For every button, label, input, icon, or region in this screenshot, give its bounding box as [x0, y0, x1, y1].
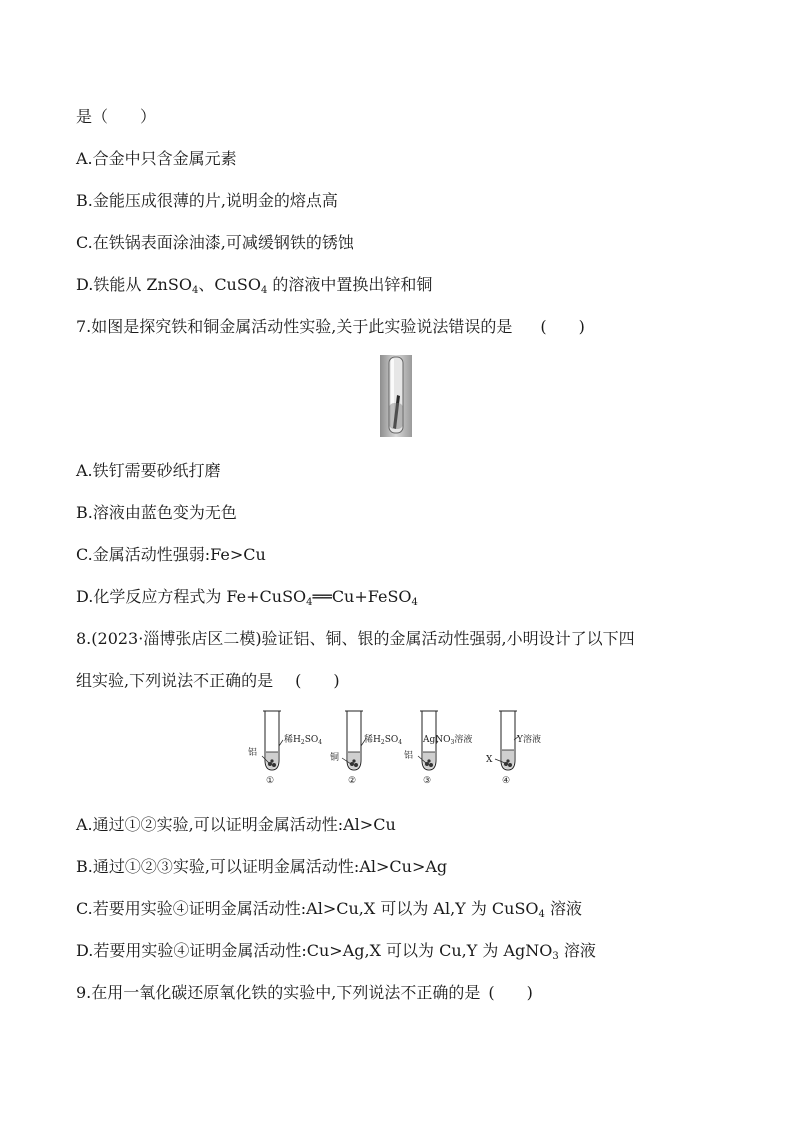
tube-1-metal: 铝: [248, 748, 258, 758]
tube-1-reagent: 稀$H_2SO_4$: [284, 735, 323, 746]
tube-2-number: ②: [348, 776, 357, 786]
q8-option-d: D.若要用实验④证明金属活动性:Cu>Ag,X 可以为 Cu,Y 为 AgNO$_3$ 溶液: [76, 941, 596, 962]
q7-stem: 7.如图是探究铁和铜金属活动性实验,关于此实验说法错误的是 ( ): [76, 317, 585, 336]
q8-stem-line1: 8.(2023·淄博张店区二模)验证铝、铜、银的金属活动性强弱,小明设计了以下四: [76, 629, 635, 648]
q8-option-b: B.通过①②③实验,可以证明金属活动性:Al>Cu>Ag: [76, 857, 448, 876]
test-tube-photo: [380, 355, 412, 437]
q9-answer-paren: ( ): [488, 983, 533, 1002]
tube-4: [486, 711, 541, 786]
tube-2: [330, 711, 402, 786]
tube-1-number: ①: [266, 776, 275, 786]
q8-answer-paren: ( ): [295, 671, 340, 690]
q6-option-b: B.金能压成很薄的片,说明金的熔点高: [76, 191, 338, 210]
q6-stem-tail: 是（ ）: [76, 107, 157, 126]
q7-option-a: A.铁钉需要砂纸打磨: [76, 461, 221, 480]
q9-stem: 9.在用一氧化碳还原氧化铁的实验中,下列说法不正确的是 ( ): [76, 983, 533, 1002]
q7-option-c: C.金属活动性强弱:Fe>Cu: [76, 545, 266, 564]
q6-option-c: C.在铁锅表面涂油漆,可减缓钢铁的锈蚀: [76, 233, 354, 252]
q8-option-a: A.通过①②实验,可以证明金属活动性:Al>Cu: [76, 815, 396, 834]
tube-3-number: ③: [423, 776, 432, 786]
tube-1: [248, 711, 322, 786]
tube-3: [404, 711, 472, 786]
tube-2-metal: 铜: [330, 753, 340, 763]
q7-option-b: B.溶液由蓝色变为无色: [76, 503, 237, 522]
q6-option-a: A.合金中只含金属元素: [76, 149, 237, 168]
tube-3-reagent: AgNO$_3$溶液: [423, 735, 473, 746]
q6-option-d: D.铁能从 ZnSO$_4$、CuSO$_4$ 的溶液中置换出锌和铜: [76, 275, 433, 296]
tube-4-reagent: Y溶液: [517, 735, 541, 745]
four-tube-diagram: [246, 708, 556, 788]
tube-3-metal: 铝: [404, 751, 414, 761]
q8-stem-line2: 组实验,下列说法不正确的是 ( ): [76, 671, 340, 690]
q8-option-c: C.若要用实验④证明金属活动性:Al>Cu,X 可以为 Al,Y 为 CuSO$_4$ 溶液: [76, 899, 583, 920]
tube-4-number: ④: [502, 776, 511, 786]
tube-2-reagent: 稀$H_2SO_4$: [364, 735, 403, 746]
q7-answer-paren: ( ): [540, 317, 585, 336]
q7-option-d: D.化学反应方程式为 Fe+CuSO$_4$══Cu+FeSO$_4$: [76, 587, 418, 608]
tube-4-metal: X: [486, 755, 493, 765]
